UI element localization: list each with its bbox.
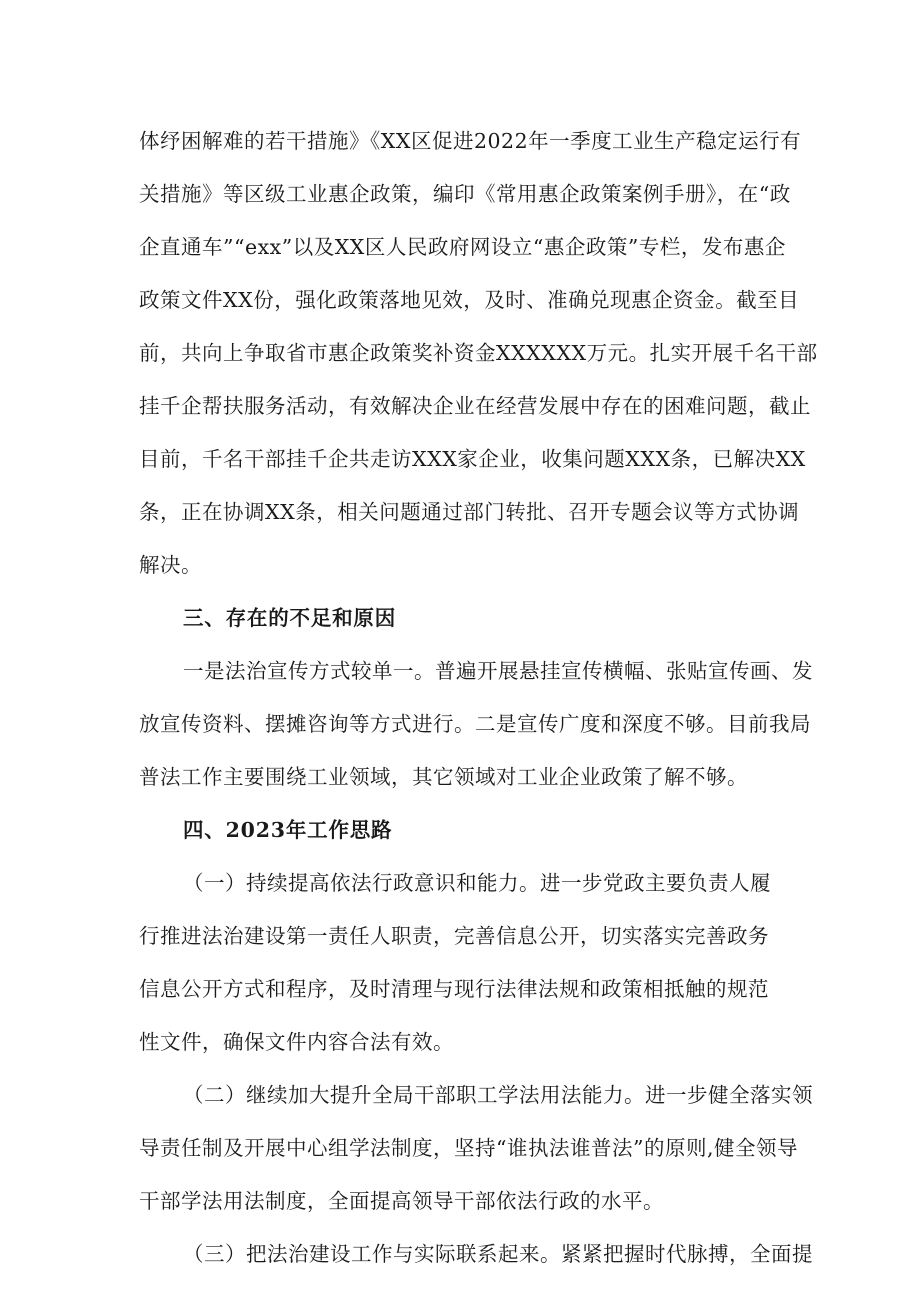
paragraph-line: 政策文件XX份，强化政策落地见效，及时、准确兑现惠企资金。截至目 bbox=[139, 288, 800, 312]
paragraph-line: 挂千企帮扶服务活动，有效解决企业在经营发展中存在的困难问题，截止 bbox=[139, 394, 811, 418]
paragraph-line: 企直通车”“exx”以及XX区人民政府网设立“惠企政策”专栏，发布惠企 bbox=[139, 235, 786, 259]
paragraph-line: 体纾困解难的若干措施》《XX区促进2022年一季度工业生产稳定运行有 bbox=[139, 129, 802, 153]
paragraph-line: 一是法治宣传方式较单一。普遍开展悬挂宣传横幅、张贴宣传画、发 bbox=[183, 659, 813, 683]
paragraph-line: 性文件，确保文件内容合法有效。 bbox=[139, 1030, 454, 1054]
paragraph-line: 前，共向上争取省市惠企政策奖补资金XXXXXX万元。扎实开展千名干部 bbox=[139, 341, 818, 365]
section-heading-4: 四、2023年工作思路 bbox=[183, 818, 393, 842]
paragraph-line: 放宣传资料、摆摊咨询等方式进行。二是宣传广度和深度不够。目前我局 bbox=[139, 712, 811, 736]
paragraph-line: 行推进法治建设第一责任人职责，完善信息公开，切实落实完善政务 bbox=[139, 924, 769, 948]
paragraph-line: 导责任制及开展中心组学法制度，坚持“谁执法谁普法”的原则,健全领导 bbox=[139, 1136, 798, 1160]
paragraph-line: 干部学法用法制度，全面提高领导干部依法行政的水平。 bbox=[139, 1189, 664, 1213]
paragraph-line: （一）持续提高依法行政意识和能力。进一步党政主要负责人履 bbox=[183, 871, 771, 895]
paragraph-line: 解决。 bbox=[139, 553, 202, 577]
paragraph-line: 关措施》等区级工业惠企政策，编印《常用惠企政策案例手册》，在“政 bbox=[139, 182, 791, 206]
paragraph-line: （二）继续加大提升全局干部职工学法用法能力。进一步健全落实领 bbox=[183, 1083, 813, 1107]
paragraph-line: 目前，千名干部挂千企共走访XXX家企业，收集问题XXX条，已解决XX bbox=[139, 447, 806, 471]
paragraph-line: 信息公开方式和程序，及时清理与现行法律法规和政策相抵触的规范 bbox=[139, 977, 769, 1001]
paragraph-line: 条，正在协调XX条，相关问题通过部门转批、召开专题会议等方式协调 bbox=[139, 500, 800, 524]
paragraph-line: 普法工作主要围绕工业领域，其它领域对工业企业政策了解不够。 bbox=[139, 765, 748, 789]
section-heading-3: 三、存在的不足和原因 bbox=[183, 606, 396, 630]
paragraph-line: （三）把法治建设工作与实际联系起来。紧紧把握时代脉搏，全面提 bbox=[183, 1242, 813, 1266]
